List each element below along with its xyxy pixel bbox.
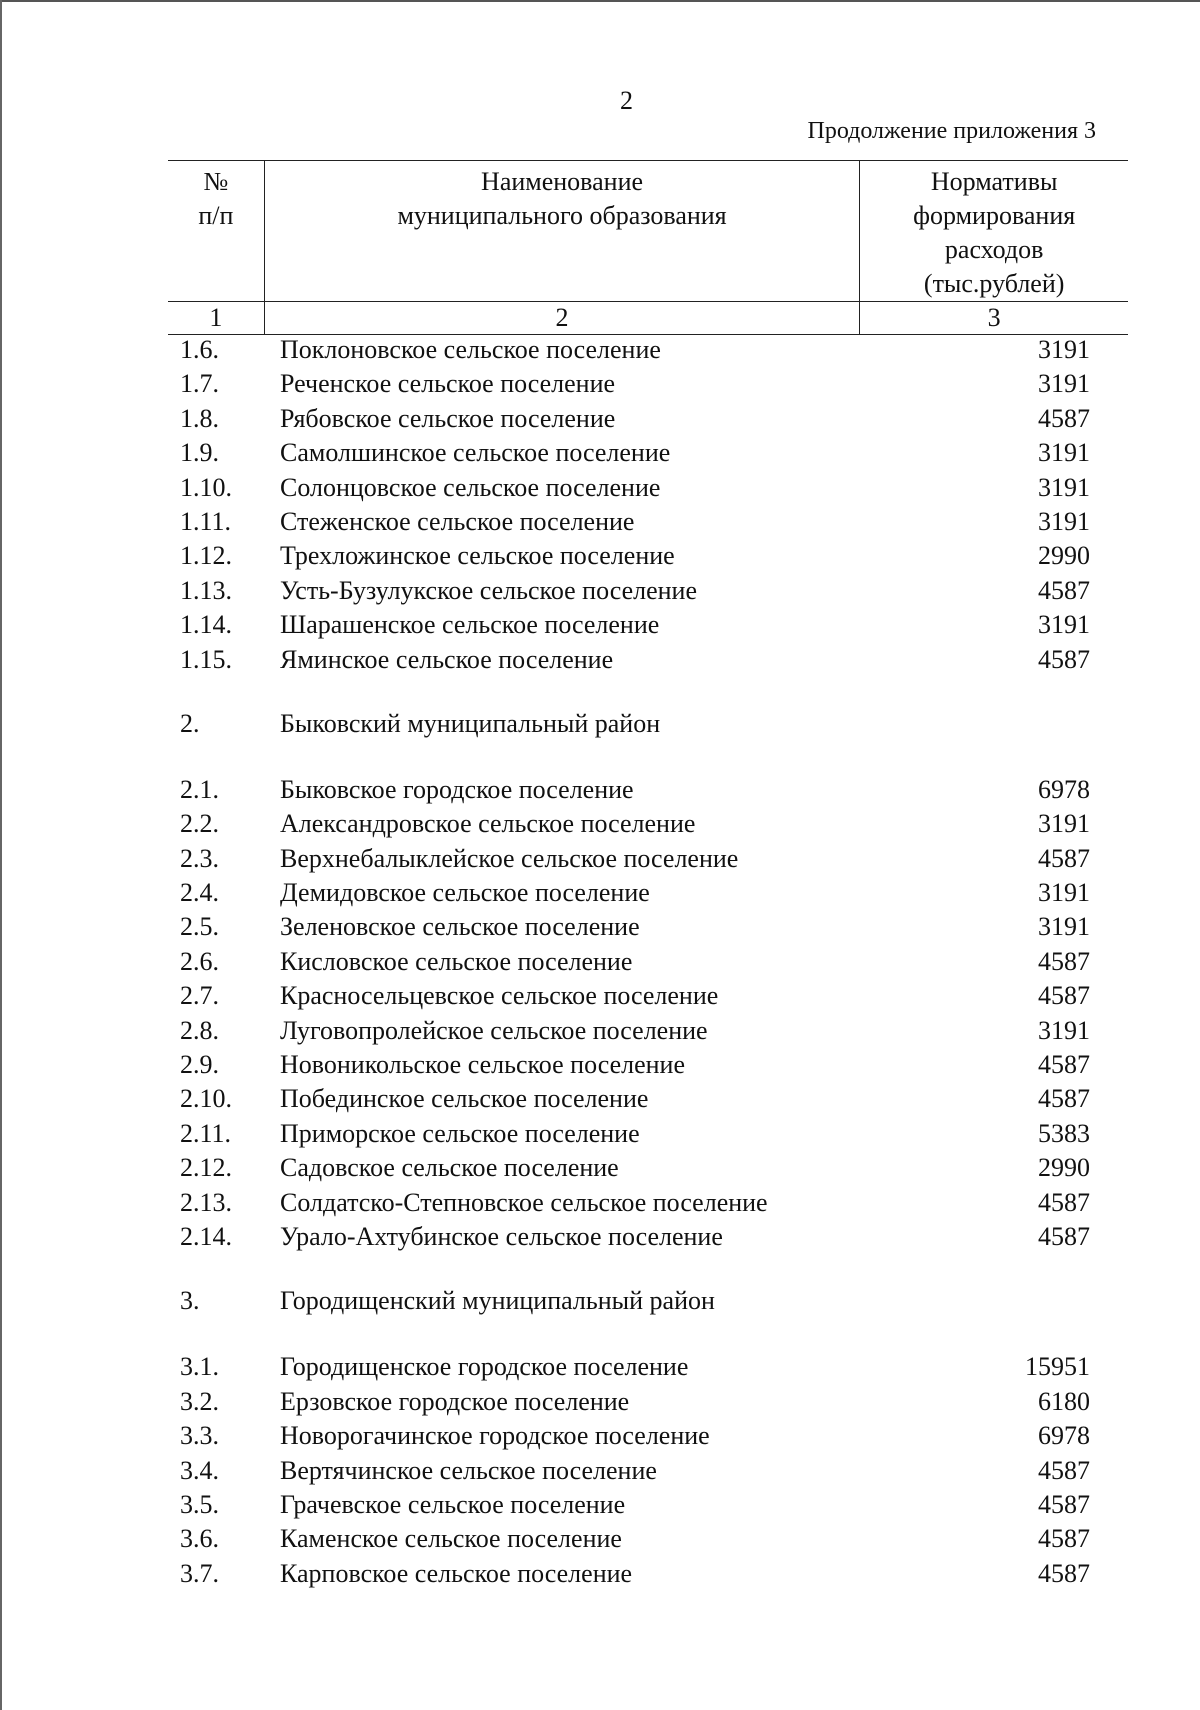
row-number: 2.11. (180, 1118, 232, 1148)
row-number: 1.11. (180, 506, 232, 536)
section-title: Быковский муниципальный район (280, 708, 661, 738)
header-number-sign: № (203, 167, 229, 196)
table-row (180, 981, 1090, 1015)
row-value: 2990 (1038, 541, 1090, 571)
table-row (180, 1188, 1090, 1222)
row-value: 3191 (1038, 912, 1090, 942)
header-norms-line3: расходов (944, 235, 1044, 264)
table-row (180, 809, 1090, 843)
row-name: Шарашенское сельское поселение (280, 610, 660, 640)
row-value: 4587 (1038, 981, 1090, 1011)
row-name: Грачевское сельское поселение (280, 1489, 626, 1519)
table-row (180, 775, 1090, 809)
table-row (180, 947, 1090, 981)
row-number: 1.14. (180, 610, 232, 640)
row-number: 3.2. (180, 1386, 219, 1416)
header-norms-column (860, 161, 1128, 302)
scan-border-top (0, 0, 1200, 2)
row-value: 3191 (1038, 472, 1090, 502)
row-value: 4587 (1038, 1187, 1090, 1217)
row-name: Яминское сельское поселение (280, 644, 614, 674)
table-row (180, 1421, 1090, 1455)
table-row (180, 1119, 1090, 1153)
row-number: 1.7. (180, 369, 219, 399)
row-number: 2.5. (180, 912, 219, 942)
row-name: Городищенское городское поселение (280, 1352, 689, 1382)
table-row (180, 1352, 1090, 1386)
header-norms-line4: (тыс.рублей) (923, 269, 1065, 298)
table-row (180, 473, 1090, 507)
row-name: Быковское городское поселение (280, 774, 634, 804)
row-value: 4587 (1038, 1221, 1090, 1251)
row-number: 2.1. (180, 774, 219, 804)
table-row (180, 1222, 1090, 1256)
row-name: Новоникольское сельское поселение (280, 1050, 685, 1080)
table-row (180, 1050, 1090, 1084)
table-row (180, 438, 1090, 472)
row-number: 3.4. (180, 1455, 219, 1485)
row-number: 1.10. (180, 472, 232, 502)
row-name: Стеженское сельское поселение (280, 506, 635, 536)
table-row (180, 1490, 1090, 1524)
row-value: 4587 (1038, 1050, 1090, 1080)
row-name: Новорогачинское городское поселение (280, 1421, 710, 1451)
row-number: 1.15. (180, 644, 232, 674)
row-name: Красносельцевское сельское поселение (280, 981, 719, 1011)
row-value: 6180 (1038, 1386, 1090, 1416)
row-value: 3191 (1038, 438, 1090, 468)
group-2 (180, 775, 1090, 1256)
row-name: Усть-Бузулукское сельское поселение (280, 575, 698, 605)
row-value: 4587 (1038, 946, 1090, 976)
row-value: 3191 (1038, 610, 1090, 640)
row-name: Трехложинское сельское поселение (280, 541, 675, 571)
table-row (180, 1524, 1090, 1558)
table-row (180, 335, 1090, 369)
row-number: 2.12. (180, 1153, 232, 1183)
scan-border-left (0, 0, 2, 1710)
row-number: 1.9. (180, 438, 219, 468)
column-number-3: 3 (860, 302, 1128, 335)
row-name: Каменское сельское поселение (280, 1524, 622, 1554)
row-number: 2.10. (180, 1084, 232, 1114)
row-number: 3.5. (180, 1489, 219, 1519)
table-row (180, 1387, 1090, 1421)
header-norms-line2: формирования (913, 201, 1076, 230)
section-heading (180, 709, 1090, 743)
table-row (180, 404, 1090, 438)
table-row (180, 844, 1090, 878)
table-row (180, 541, 1090, 575)
header-number-column (168, 161, 264, 302)
row-name: Солонцовское сельское поселение (280, 472, 661, 502)
row-number: 2.4. (180, 878, 219, 908)
section-number: 3. (180, 1286, 200, 1316)
header-name-column (264, 161, 860, 302)
row-number: 1.13. (180, 575, 232, 605)
row-value: 3191 (1038, 335, 1090, 364)
header-name-line1: Наименование (481, 167, 644, 196)
table-row (180, 507, 1090, 541)
row-name: Луговопролейское сельское поселение (280, 1015, 708, 1045)
row-name: Вертячинское сельское поселение (280, 1455, 657, 1485)
row-name: Александровское сельское поселение (280, 809, 696, 839)
section-title: Городищенский муниципальный район (280, 1286, 715, 1316)
row-number: 3.7. (180, 1558, 219, 1588)
table-row (180, 576, 1090, 610)
row-value: 4587 (1038, 1084, 1090, 1114)
row-value: 4587 (1038, 575, 1090, 605)
row-value: 3191 (1038, 878, 1090, 908)
row-value: 6978 (1038, 774, 1090, 804)
table-row (180, 369, 1090, 403)
table-row (180, 610, 1090, 644)
row-value: 4587 (1038, 1455, 1090, 1485)
section-number: 2. (180, 708, 200, 738)
row-name: Верхнебалыклейское сельское поселение (280, 843, 739, 873)
row-number: 2.2. (180, 809, 219, 839)
table-row (180, 645, 1090, 679)
row-number: 2.7. (180, 981, 219, 1011)
row-name: Кисловское сельское поселение (280, 946, 633, 976)
row-number: 2.6. (180, 946, 219, 976)
row-value: 4587 (1038, 843, 1090, 873)
row-name: Зеленовское сельское поселение (280, 912, 640, 942)
group-3 (180, 1352, 1090, 1593)
table-header (168, 160, 1128, 335)
continuation-label: Продолжение приложения 3 (807, 118, 1096, 144)
section-heading (180, 1286, 1090, 1320)
table-body (180, 335, 1090, 1593)
row-number: 2.9. (180, 1050, 219, 1080)
row-number: 2.8. (180, 1015, 219, 1045)
row-value: 5383 (1038, 1118, 1090, 1148)
row-number: 2.3. (180, 843, 219, 873)
table-row (180, 1153, 1090, 1187)
row-number: 3.3. (180, 1421, 219, 1451)
row-number: 1.8. (180, 403, 219, 433)
row-name: Побединское сельское поселение (280, 1084, 649, 1114)
header-name-line2: муниципального образования (397, 201, 727, 230)
row-name: Садовское сельское поселение (280, 1153, 619, 1183)
row-number: 3.6. (180, 1524, 219, 1554)
table-row (180, 912, 1090, 946)
page-number: 2 (620, 86, 633, 115)
row-value: 3191 (1038, 506, 1090, 536)
row-number: 1.6. (180, 335, 219, 364)
row-name: Реченское сельское поселение (280, 369, 616, 399)
row-name: Урало-Ахтубинское сельское поселение (280, 1221, 723, 1251)
row-name: Поклоновское сельское поселение (280, 335, 661, 364)
header-norms-line1: Нормативы (930, 167, 1058, 196)
row-name: Приморское сельское поселение (280, 1118, 640, 1148)
row-name: Демидовское сельское поселение (280, 878, 650, 908)
row-value: 4587 (1038, 644, 1090, 674)
header-pp: п/п (198, 201, 234, 230)
row-value: 4587 (1038, 403, 1090, 433)
row-value: 4587 (1038, 1524, 1090, 1554)
table-row (180, 878, 1090, 912)
row-number: 2.13. (180, 1187, 232, 1217)
row-name: Солдатско-Степновское сельское поселение (280, 1187, 768, 1217)
table-row (180, 1456, 1090, 1490)
group-1 (180, 335, 1090, 679)
row-name: Рябовское сельское поселение (280, 403, 616, 433)
row-name: Ерзовское городское поселение (280, 1386, 630, 1416)
table-row (180, 1016, 1090, 1050)
row-value: 4587 (1038, 1558, 1090, 1588)
row-number: 3.1. (180, 1352, 219, 1382)
row-value: 6978 (1038, 1421, 1090, 1451)
row-name: Карповское сельское поселение (280, 1558, 633, 1588)
row-value: 3191 (1038, 369, 1090, 399)
row-value: 4587 (1038, 1489, 1090, 1519)
table-row (180, 1559, 1090, 1593)
row-value: 2990 (1038, 1153, 1090, 1183)
column-number-2: 2 (264, 302, 860, 335)
row-number: 2.14. (180, 1221, 232, 1251)
table-row (180, 1084, 1090, 1118)
row-value: 15951 (1025, 1352, 1090, 1382)
row-name: Самолшинское сельское поселение (280, 438, 671, 468)
row-number: 1.12. (180, 541, 232, 571)
row-value: 3191 (1038, 1015, 1090, 1045)
row-value: 3191 (1038, 809, 1090, 839)
column-number-1: 1 (168, 302, 264, 335)
